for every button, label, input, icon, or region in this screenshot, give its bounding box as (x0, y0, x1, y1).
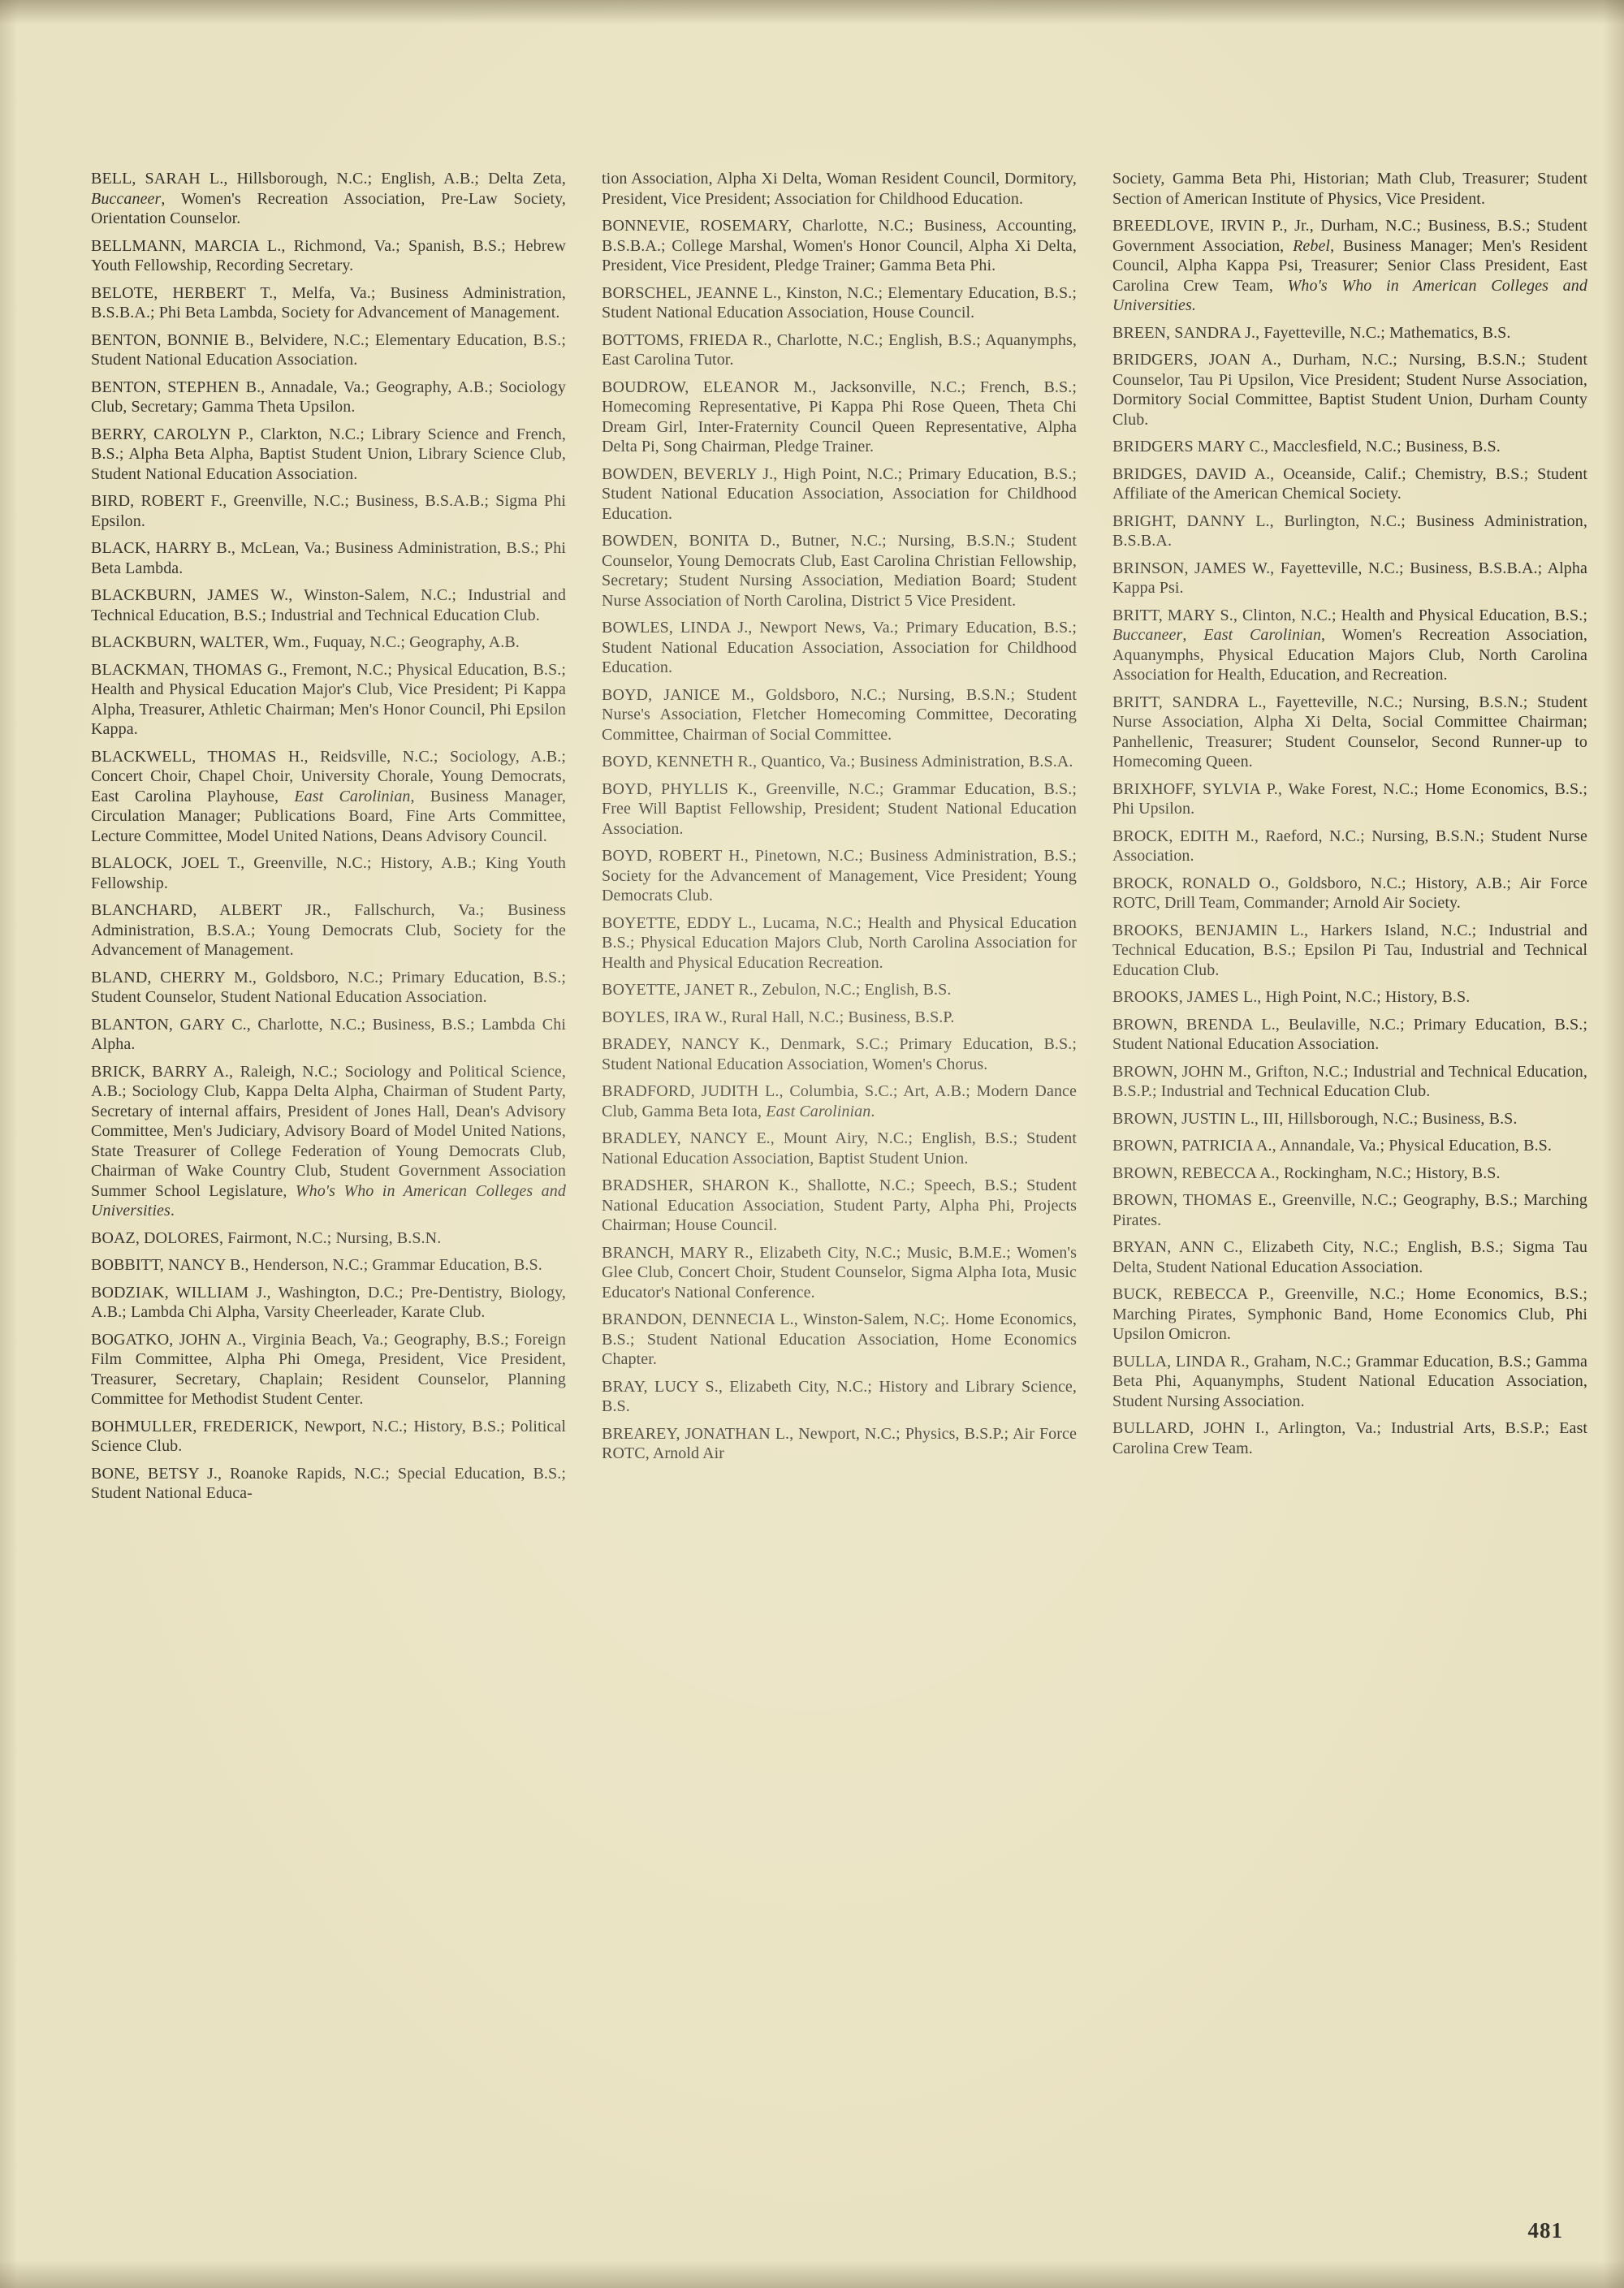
directory-entry: BOBBITT, NANCY B., Henderson, N.C.; Grammar Education, B.S. (91, 1256, 542, 1274)
directory-entry: BLACKBURN, JAMES W., Winston-Salem, N.C.; Industrial and Technical Education, B.S.; Industrial and Technical Education Club. (91, 586, 566, 624)
directory-entry: BROWN, BRENDA L., Beulaville, N.C.; Primary Education, B.S.; Student National Education Association. (1112, 1015, 1587, 1053)
directory-column-2 (602, 169, 1077, 1471)
directory-entry: BROWN, THOMAS E., Greenville, N.C.; Geography, B.S.; Marching Pirates. (1112, 1191, 1587, 1229)
directory-entry: BOYD, JANICE M., Goldsboro, N.C.; Nursing, B.S.N.; Student Nurse's Association, Fletcher Homecoming Committee, Decorating Committee, Chairman of Social Committee. (602, 685, 1077, 744)
directory-entry: BRADSHER, SHARON K., Shallotte, N.C.; Speech, B.S.; Student National Education Association, Student Party, Alpha Phi, Projects Chairman; House Council. (602, 1176, 1077, 1234)
directory-entry: BOYD, ROBERT H., Pinetown, N.C.; Business Administration, B.S.; Society for the Advancement of Management, Vice President; Young Democrats Club. (602, 847, 1077, 904)
directory-entry: BOWLES, LINDA J., Newport News, Va.; Primary Education, B.S.; Student National Education Association, Association for Childhood Education. (602, 619, 1077, 676)
directory-entry: BOYLES, IRA W., Rural Hall, N.C.; Business, B.S.P. (602, 1008, 955, 1026)
directory-entry: BORSCHEL, JEANNE L., Kinston, N.C.; Elementary Education, B.S.; Student National Education Association, House Council. (602, 283, 1077, 322)
directory-entry-continuation: tion Association, Alpha Xi Delta, Woman Resident Council, Dormitory, President, Vice President; Association for Childhood Education. (602, 170, 1077, 208)
directory-entry: BLANCHARD, ALBERT JR., Fallschurch, Va.; Business Administration, B.S.A.; Young Democrats Club, Society for the Advancement of Management. (91, 901, 566, 959)
directory-entry: BRIXHOFF, SYLVIA P., Wake Forest, N.C.; Home Economics, B.S.; Phi Upsilon. (1112, 779, 1587, 818)
directory-entry: BREAREY, JONATHAN L., Newport, N.C.; Physics, B.S.P.; Air Force ROTC, Arnold Air (602, 1424, 1077, 1462)
directory-entry: BOYETTE, EDDY L., Lucama, N.C.; Health and Physical Education B.S.; Physical Education Majors Club, North Carolina Association for Health and Physical Education Recreation. (602, 913, 1077, 972)
directory-entry: BOGATKO, JOHN A., Virginia Beach, Va.; Geography, B.S.; Foreign Film Committee, Alpha Phi Omega, President, Vice President, Treasurer, Secretary, Chaplain; Resident Counselor, Planning Committee for Methodist Student Center. (91, 1330, 566, 1408)
directory-entry: BRINSON, JAMES W., Fayetteville, N.C.; Business, B.S.B.A.; Alpha Kappa Psi. (1112, 559, 1587, 597)
directory-entry: BERRY, CAROLYN P., Clarkton, N.C.; Library Science and French, B.S.; Alpha Beta Alpha, Baptist Student Union, Library Science Club, Student National Education Association. (91, 425, 566, 483)
directory-entry: BUCK, REBECCA P., Greenville, N.C.; Home Economics, B.S.; Marching Pirates, Symphonic Band, Home Economics Club, Phi Upsilon Omicron. (1112, 1285, 1587, 1343)
directory-entry: BLACKBURN, WALTER, Wm., Fuquay, N.C.; Geography, A.B. (91, 633, 520, 651)
directory-entry: BRADEY, NANCY K., Denmark, S.C.; Primary Education, B.S.; Student National Education Association, Women's Chorus. (602, 1035, 1077, 1073)
directory-entry: BRIDGES, DAVID A., Oceanside, Calif.; Chemistry, B.S.; Student Affiliate of the American Chemical Society. (1112, 464, 1587, 503)
directory-entry: BROWN, PATRICIA A., Annandale, Va.; Physical Education, B.S. (1112, 1137, 1552, 1155)
directory-entry: BLACKMAN, THOMAS G., Fremont, N.C.; Physical Education, B.S.; Health and Physical Education Major's Club, Vice President; Pi Kappa Alpha, Treasurer, Athletic Chairman; Men's Honor Council, Phi Epsilon Kappa. (91, 660, 566, 738)
directory-entry: BODZIAK, WILLIAM J., Washington, D.C.; Pre-Dentistry, Biology, A.B.; Lambda Chi Alpha, Varsity Cheerleader, Karate Club. (91, 1283, 566, 1321)
directory-entry: BOWDEN, BONITA D., Butner, N.C.; Nursing, B.S.N.; Student Counselor, Young Democrats Club, East Carolina Christian Fellowship, Secretary; Student Nursing Association, Mediation Board; Student Nurse Association of North Carolina, District 5 Vice President. (602, 532, 1077, 610)
directory-entry: BRYAN, ANN C., Elizabeth City, N.C.; English, B.S.; Sigma Tau Delta, Student National Education Association. (1112, 1238, 1587, 1276)
directory-entry: BROCK, EDITH M., Raeford, N.C.; Nursing, B.S.N.; Student Nurse Association. (1112, 827, 1587, 865)
directory-entry: BOYD, KENNETH R., Quantico, Va.; Business Administration, B.S.A. (602, 753, 1073, 771)
directory-columns (91, 169, 1587, 1511)
directory-entry: BLAND, CHERRY M., Goldsboro, N.C.; Primary Education, B.S.; Student Counselor, Student National Education Association. (91, 968, 566, 1006)
directory-entry: BENTON, BONNIE B., Belvidere, N.C.; Elementary Education, B.S.; Student National Education Association. (91, 330, 566, 369)
directory-entry: BLACK, HARRY B., McLean, Va.; Business Administration, B.S.; Phi Beta Lambda. (91, 539, 566, 577)
directory-entry: BROWN, JOHN M., Grifton, N.C.; Industrial and Technical Education, B.S.P.; Industrial and Technical Education Club. (1112, 1062, 1587, 1100)
directory-entry: BIRD, ROBERT F., Greenville, N.C.; Business, B.S.A.B.; Sigma Phi Epsilon. (91, 492, 566, 530)
directory-entry: BOWDEN, BEVERLY J., High Point, N.C.; Primary Education, B.S.; Student National Education Association, Association for Childhood Education. (602, 464, 1077, 523)
directory-entry: BRIDGERS, JOAN A., Durham, N.C.; Nursing, B.S.N.; Student Counselor, Tau Pi Upsilon, Vice President; Student Nurse Association, Dormitory Social Committee, Baptist Student Union, Durham County Club. (1112, 351, 1587, 429)
directory-column-3 (1112, 169, 1587, 1466)
directory-entry: BONNEVIE, ROSEMARY, Charlotte, N.C.; Business, Accounting, B.S.B.A.; College Marshal, Women's Honor Council, Alpha Xi Delta, President, Vice President, Pledge Trainer; Gamma Beta Phi. (602, 217, 1077, 274)
directory-entry: BROOKS, BENJAMIN L., Harkers Island, N.C.; Industrial and Technical Education, B.S.; Epsilon Pi Tau, Industrial and Technical Education Club. (1112, 921, 1587, 979)
directory-entry: BOYD, PHYLLIS K., Greenville, N.C.; Grammar Education, B.S.; Free Will Baptist Fellowship, President; Student National Education Association. (602, 779, 1077, 838)
directory-entry: BULLA, LINDA R., Graham, N.C.; Grammar Education, B.S.; Gamma Beta Phi, Aquanymphs, Student National Education Association, Student Nursing Association. (1112, 1352, 1587, 1410)
directory-entry: BLACKWELL, THOMAS H., Reidsville, N.C.; Sociology, A.B.; Concert Choir, Chapel Choir, University Chorale, Young Democrats, East Carolina Playhouse, East Carolinian, Business Manager, Circulation Manager; Publications Board, Fine Arts Committee, Lecture Committee, Model United Nations, Deans Advisory Council. (91, 747, 566, 845)
directory-entry: BONE, BETSY J., Roanoke Rapids, N.C.; Special Education, B.S.; Student National Educa- (91, 1464, 566, 1502)
directory-entry: BELOTE, HERBERT T., Melfa, Va.; Business Administration, B.S.B.A.; Phi Beta Lambda, Society for Advancement of Management. (91, 283, 566, 322)
directory-entry: BOYETTE, JANET R., Zebulon, N.C.; English, B.S. (602, 981, 952, 999)
directory-entry: BELL, SARAH L., Hillsborough, N.C.; English, A.B.; Delta Zeta, Buccaneer, Women's Recreation Association, Pre-Law Society, Orientation Counselor. (91, 170, 566, 227)
directory-column-1 (91, 169, 566, 1511)
directory-entry: BRIGHT, DANNY L., Burlington, N.C.; Business Administration, B.S.B.A. (1112, 512, 1587, 550)
directory-entry: BROOKS, JAMES L., High Point, N.C.; History, B.S. (1112, 988, 1471, 1006)
directory-entry: BRITT, MARY S., Clinton, N.C.; Health and Physical Education, B.S.; Buccaneer, East Carolinian, Women's Recreation Association, Aquanymphs, Physical Education Majors Club, North Carolina Association for Health, Education, and Recreation. (1112, 606, 1587, 684)
directory-entry: BRAY, LUCY S., Elizabeth City, N.C.; History and Library Science, B.S. (602, 1377, 1077, 1415)
directory-entry: BOTTOMS, FRIEDA R., Charlotte, N.C.; English, B.S.; Aquanymphs, East Carolina Tutor. (602, 330, 1077, 369)
directory-entry: BRIDGERS MARY C., Macclesfield, N.C.; Business, B.S. (1112, 438, 1501, 455)
directory-entry: BROCK, RONALD O., Goldsboro, N.C.; History, A.B.; Air Force ROTC, Drill Team, Commander; Arnold Air Society. (1112, 874, 1587, 912)
directory-entry: BOUDROW, ELEANOR M., Jacksonville, N.C.; French, B.S.; Homecoming Representative, Pi Kappa Phi Rose Queen, Theta Chi Dream Girl, Inter-Fraternity Council Queen Representative, Alpha Delta Pi, Song Chairman, Pledge Trainer. (602, 378, 1077, 455)
directory-entry: BRADFORD, JUDITH L., Columbia, S.C.; Art, A.B.; Modern Dance Club, Gamma Beta Iota, East Carolinian. (602, 1082, 1077, 1120)
directory-entry: BRADLEY, NANCY E., Mount Airy, N.C.; English, B.S.; Student National Education Association, Baptist Student Union. (602, 1129, 1077, 1168)
directory-entry: BRANDON, DENNECIA L., Winston-Salem, N.C;. Home Economics, B.S.; Student National Education Association, Home Economics Chapter. (602, 1310, 1077, 1368)
directory-entry: BOHMULLER, FREDERICK, Newport, N.C.; History, B.S.; Political Science Club. (91, 1417, 566, 1455)
directory-entry: BLALOCK, JOEL T., Greenville, N.C.; History, A.B.; King Youth Fellowship. (91, 854, 566, 892)
page-number: 481 (1527, 2218, 1563, 2243)
directory-entry: BELLMANN, MARCIA L., Richmond, Va.; Spanish, B.S.; Hebrew Youth Fellowship, Recording Secretary. (91, 236, 566, 274)
directory-entry: BOAZ, DOLORES, Fairmont, N.C.; Nursing, B.S.N. (91, 1228, 442, 1247)
directory-entry: BENTON, STEPHEN B., Annadale, Va.; Geography, A.B.; Sociology Club, Secretary; Gamma Theta Upsilon. (91, 378, 566, 416)
directory-entry: BREEN, SANDRA J., Fayetteville, N.C.; Mathematics, B.S. (1112, 323, 1511, 342)
directory-entry: BRICK, BARRY A., Raleigh, N.C.; Sociology and Political Science, A.B.; Sociology Club, Kappa Delta Alpha, Chairman of Student Party, Secretary of internal affairs, President of Jones Hall, Dean's Advisory Committee, Men's Judiciary, Advisory Board of Model United Nations, State Treasurer of College Federation of Young Democrats Club, Chairman of Wake Country Club, Student Government Association Summer School Legislature, Who's Who in American Colleges and Universities. (91, 1062, 566, 1220)
directory-entry: BRANCH, MARY R., Elizabeth City, N.C.; Music, B.M.E.; Women's Glee Club, Concert Choir, Student Counselor, Sigma Alpha Iota, Music Educator's National Conference. (602, 1243, 1077, 1302)
directory-entry: BULLARD, JOHN I., Arlington, Va.; Industrial Arts, B.S.P.; East Carolina Crew Team. (1112, 1419, 1587, 1457)
directory-entry: BLANTON, GARY C., Charlotte, N.C.; Business, B.S.; Lambda Chi Alpha. (91, 1015, 566, 1053)
directory-entry: BRITT, SANDRA L., Fayetteville, N.C.; Nursing, B.S.N.; Student Nurse Association, Alpha Xi Delta, Social Committee Chairman; Panhellenic, Treasurer; Student Counselor, Second Runner-up to Homecoming Queen. (1112, 693, 1587, 771)
directory-entry-continuation: Society, Gamma Beta Phi, Historian; Math Club, Treasurer; Student Section of American Institute of Physics, Vice President. (1112, 170, 1587, 208)
directory-entry: BROWN, REBECCA A., Rockingham, N.C.; History, B.S. (1112, 1163, 1501, 1182)
directory-entry: BREEDLOVE, IRVIN P., Jr., Durham, N.C.; Business, B.S.; Student Government Association, Rebel, Business Manager; Men's Resident Council, Alpha Kappa Psi, Treasurer; Senior Class President, East Carolina Crew Team, Who's Who in American Colleges and Universities. (1112, 217, 1587, 314)
directory-entry: BROWN, JUSTIN L., III, Hillsborough, N.C.; Business, B.S. (1112, 1109, 1518, 1128)
